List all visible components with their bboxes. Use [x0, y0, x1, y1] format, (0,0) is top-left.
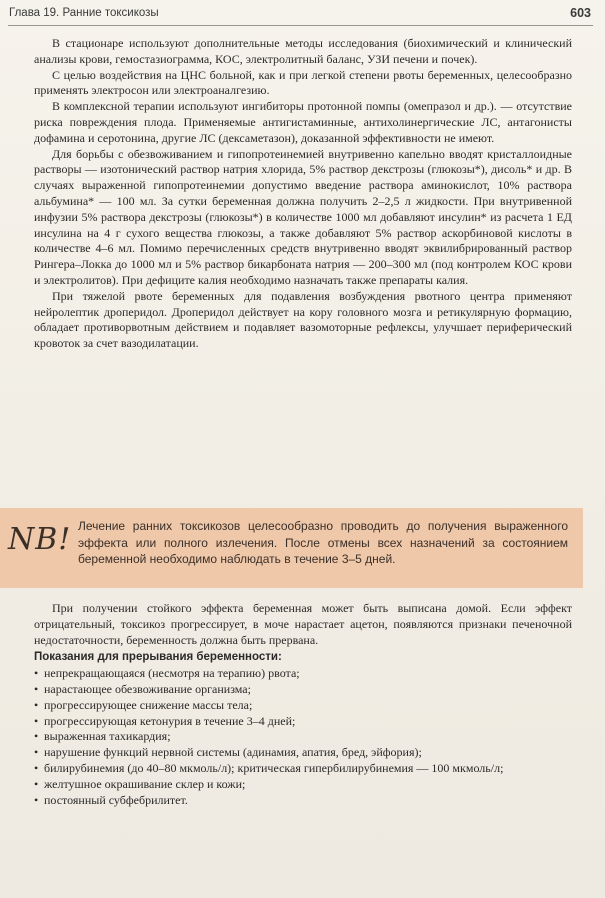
- paragraph-dehydration: Для борьбы с обезвоживанием и гипопротеинемией внутривенно капельно вводят кристаллоидные растворы — изотонический раствор натрия хлорида, 5% раствор декстрозы (глюкозы*), дисоль* и др. В случаях выраженной гипопротеинемии допустимо введение раствора аминокислот, 10% раствора альбумина* — 100 мл. За сутки беременная должна получить 2–2,5 л жидкости. При внутривенной инфузии 5% раствора декстрозы (глюкозы*) в количестве 1000 мл добавляют инсулин* из расчета 1 ЕД инсулина на 4 г сухого вещества глюкозы, а также добавляют 5% раствор аскорбиновой кислоты в количестве 4–6 мл. Помимо перечисленных средств внутривенно вводят эквилибрированный раствор Рингера–Локка до 1000 мл и 5% раствор бикарбоната натрия — 200–300 мл (под контролем КОС крови и электролитов). При дефиците калия необходимо назначать также препараты калия.: [34, 146, 572, 287]
- paragraph-discharge: При получении стойкого эффекта беременная может быть выписана домой. Если эффект отрицательный, токсикоз прогрессирует, в моче нарастает ацетон, появляются признаки печеночной недостаточности, беременность должна быть прервана.: [34, 601, 572, 647]
- list-item: • нарастающее обезвоживание организма;: [34, 681, 251, 696]
- paragraph-therapy: В комплексной терапии используют ингибиторы протонной помпы (омепразол и др.). — отсутствие риска повреждения плода. Применяемые антигистаминные, антихолинергические ЛС, антагонисты дофамина и серотонина, другие ЛС (дексаметазон), доказанной эффективности не имеют.: [34, 99, 572, 145]
- chapter-title: Глава 19. Ранние токсикозы: [9, 7, 159, 19]
- paragraph-droperidol: При тяжелой рвоте беременных для подавления возбуждения рвотного центра применяют нейролептик дроперидол. Дроперидол действует на кору головного мозга и ретикулярную формацию, обладает противорвотным действием и подавляет вазомоторные рефлексы, улучшает периферический кровоток за счет вазодилатации.: [34, 288, 572, 351]
- bullet: •: [34, 792, 39, 807]
- bullet: •: [34, 713, 39, 728]
- bullet: •: [34, 681, 39, 696]
- list-item: • выраженная тахикардия;: [34, 729, 171, 744]
- list-item: • прогрессирующее снижение массы тела;: [34, 697, 253, 712]
- main-text: [34, 36, 572, 352]
- list-item: • постоянный субфебрилитет.: [34, 792, 188, 807]
- list-item: • непрекращающаяся (несмотря на терапию) рвота;: [34, 666, 300, 681]
- paragraph-cns: С целью воздействия на ЦНС больной, как и при легкой степени рвоты беременных, целесообразно применять электросон или электроаналгезию.: [34, 67, 572, 98]
- list-item: • нарушение функций нервной системы (адинамия, апатия, бред, эйфория);: [34, 745, 422, 760]
- running-header: [9, 4, 591, 22]
- bullet: •: [34, 697, 39, 712]
- paragraph-methods: В стационаре используют дополнительные методы исследования (биохимический и клинический анализы крови, гемостазиограмма, КОС, электролитный баланс, УЗИ печени и почек).: [34, 36, 572, 66]
- nb-text: Лечение ранних токсикозов целесообразно проводить до получения выраженного эффекта или полного излечения. После отмены всех назначений за состоянием беременной необходимо наблюдать в течение 3–5 дней.: [78, 519, 568, 566]
- list-item: • прогрессирующая кетонурия в течение 3–4 дней;: [34, 713, 296, 728]
- list-item: • билирубинемия (до 40–80 мкмоль/л); критическая гипербилирубинемия — 100 мкмоль/л;: [34, 760, 504, 775]
- nb-mark: NB!: [8, 522, 72, 557]
- header-divider: [8, 25, 593, 26]
- bullet: •: [34, 760, 39, 775]
- bullet: •: [34, 729, 39, 744]
- after-callout-text: [34, 601, 572, 808]
- bullet: •: [34, 776, 39, 791]
- bullet: •: [34, 745, 39, 760]
- indications-list: [34, 666, 572, 808]
- indications-title: Показания для прерывания беременности:: [34, 651, 282, 664]
- list-item: • желтушное окрашивание склер и кожи;: [34, 776, 246, 791]
- bullet: •: [34, 666, 39, 681]
- nb-callout: [0, 508, 583, 588]
- page-number: 603: [570, 6, 591, 20]
